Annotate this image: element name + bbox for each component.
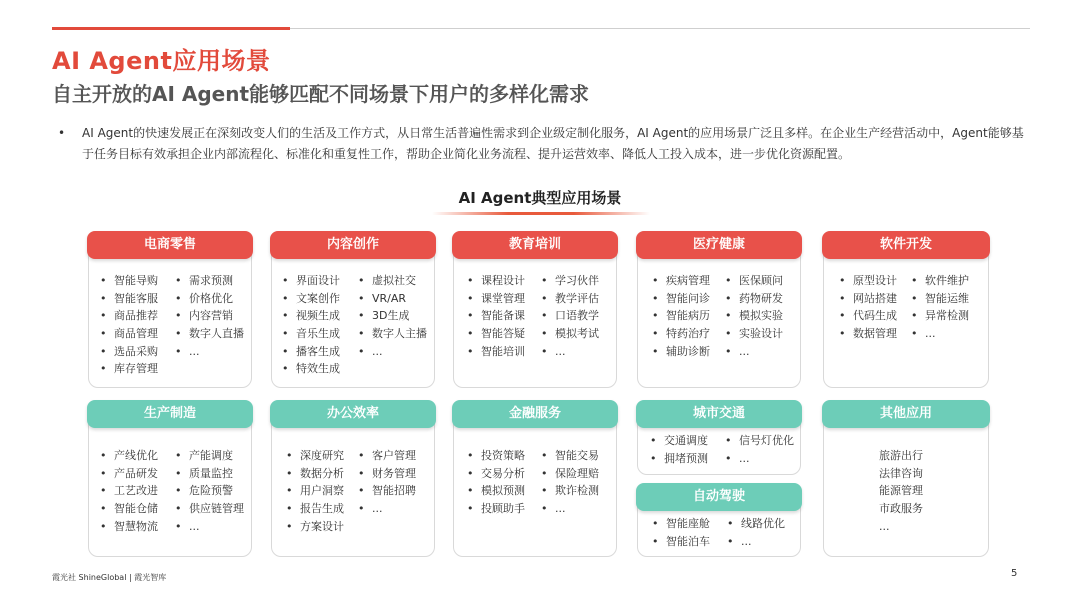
page-number: 5	[1011, 568, 1018, 579]
list-item: • 产品研发	[100, 465, 158, 483]
list-item: • 网站搭建	[839, 290, 897, 308]
title-accent-line	[52, 27, 290, 30]
section-title: AI Agent典型应用场景	[458, 189, 622, 207]
list-item: • 原型设计	[839, 272, 897, 290]
list-item: • ...	[175, 518, 244, 536]
card-education-col1	[467, 272, 525, 360]
intro-bullet: •	[58, 126, 66, 140]
card-autonomous-driving-col2	[727, 515, 785, 550]
list-item: 市政服务	[879, 502, 923, 516]
list-item: • 疾病管理	[652, 272, 710, 290]
list-item: • 模拟实验	[725, 307, 783, 325]
list-item: • 虚拟社交	[358, 272, 427, 290]
list-item: • 医保顾问	[725, 272, 783, 290]
list-item: ...	[879, 519, 890, 533]
list-item: • ...	[725, 343, 783, 361]
card-urban-transport-col2	[725, 432, 794, 467]
list-item: • 用户洞察	[286, 482, 344, 500]
card-software-dev-col1	[839, 272, 897, 343]
card-manufacturing-col2	[175, 447, 244, 535]
card-urban-transport-col1	[650, 432, 708, 467]
list-item: • 数据管理	[839, 325, 897, 343]
list-item: • 口语教学	[541, 307, 599, 325]
list-item: • 库存管理	[100, 360, 158, 378]
list-item: • 智能运维	[911, 290, 969, 308]
card-content-creation-col1	[282, 272, 340, 378]
list-item: • 界面设计	[282, 272, 340, 290]
list-item: • ...	[541, 500, 599, 518]
card-healthcare-col2	[725, 272, 783, 360]
list-item: • 交易分析	[467, 465, 525, 483]
list-item: • 保险理赔	[541, 465, 599, 483]
card-healthcare-header: 医疗健康	[636, 231, 802, 259]
list-item: • 智能问诊	[652, 290, 710, 308]
list-item: • 智能培训	[467, 343, 525, 361]
list-item: • 特效生成	[282, 360, 340, 378]
list-item: • ...	[727, 533, 785, 551]
card-ecommerce-col2	[175, 272, 244, 360]
list-item: • 工艺改进	[100, 482, 158, 500]
intro-text: AI Agent的快速发展正在深刻改变人们的生活及工作方式，从日常生活普遍性需求到企业级定制化服务，AI Agent的应用场景广泛且多样。在企业生产经营活动中，Agent能够基于任务目标有效承担企业内部流程化、标准化和重复性工作，帮助企业简化业务流程、提升运营效率、降低人工投入成本，进一步优化资源配置。	[82, 126, 1024, 161]
list-item: • 内容营销	[175, 307, 244, 325]
card-healthcare-col1	[652, 272, 710, 360]
card-manufacturing-col1	[100, 447, 158, 535]
list-item: • 客户管理	[358, 447, 416, 465]
list-item: • 智能座舱	[652, 515, 710, 533]
card-content-creation-header: 内容创作	[270, 231, 436, 259]
page-title: AI Agent应用场景	[52, 47, 271, 75]
card-financial-services-col2	[541, 447, 599, 518]
card-education-col2	[541, 272, 599, 360]
list-item: • ...	[175, 343, 244, 361]
list-item: • 深度研究	[286, 447, 344, 465]
list-item: • 商品推荐	[100, 307, 158, 325]
list-item: • 视频生成	[282, 307, 340, 325]
list-item: • 方案设计	[286, 518, 344, 536]
list-item: • 欺诈检测	[541, 482, 599, 500]
list-item: • 智能招聘	[358, 482, 416, 500]
list-item: • 价格优化	[175, 290, 244, 308]
card-autonomous-driving-col1	[652, 515, 710, 550]
list-item: • 音乐生成	[282, 325, 340, 343]
card-urban-transport-header: 城市交通	[636, 400, 802, 428]
card-software-dev-header: 软件开发	[822, 231, 990, 259]
card-manufacturing-header: 生产制造	[87, 400, 253, 428]
list-item: • 智慧物流	[100, 518, 158, 536]
section-title-underline	[432, 212, 650, 215]
card-office-efficiency-header: 办公效率	[270, 400, 436, 428]
list-item: • 模拟考试	[541, 325, 599, 343]
list-item: • 质量监控	[175, 465, 244, 483]
list-item: • 特药治疗	[652, 325, 710, 343]
list-item: • 代码生成	[839, 307, 897, 325]
list-item: • 产能调度	[175, 447, 244, 465]
card-ecommerce-col1	[100, 272, 158, 378]
list-item: 能源管理	[879, 484, 923, 498]
list-item: • ...	[358, 500, 416, 518]
list-item: • 辅助诊断	[652, 343, 710, 361]
list-item: • 智能泊车	[652, 533, 710, 551]
list-item: • 商品管理	[100, 325, 158, 343]
card-financial-services-col1	[467, 447, 525, 518]
page-subtitle: 自主开放的AI Agent能够匹配不同场景下用户的多样化需求	[52, 82, 590, 106]
list-item: • 交通调度	[650, 432, 708, 450]
list-item: • 软件维护	[911, 272, 969, 290]
list-item: • 智能客服	[100, 290, 158, 308]
list-item: • 报告生成	[286, 500, 344, 518]
list-item: • 选品采购	[100, 343, 158, 361]
list-item: • ...	[541, 343, 599, 361]
card-content-creation-col2	[358, 272, 427, 360]
list-item: • 智能导购	[100, 272, 158, 290]
card-financial-services-header: 金融服务	[452, 400, 618, 428]
list-item: • 数字人主播	[358, 325, 427, 343]
list-item: • 智能仓储	[100, 500, 158, 518]
card-software-dev-col2	[911, 272, 969, 343]
list-item: • 需求预测	[175, 272, 244, 290]
list-item: • 实验设计	[725, 325, 783, 343]
card-ecommerce-header: 电商零售	[87, 231, 253, 259]
list-item: • 财务管理	[358, 465, 416, 483]
list-item: • 异常检测	[911, 307, 969, 325]
footer-logo: 霞光社 ShineGlobal | 霞光智库	[52, 573, 167, 582]
list-item: • ...	[911, 325, 969, 343]
card-other-applications-col1	[879, 447, 923, 535]
title-divider-line	[290, 28, 1030, 29]
list-item: • 数字人直播	[175, 325, 244, 343]
list-item: 法律咨询	[879, 466, 923, 480]
list-item: • 学习伙伴	[541, 272, 599, 290]
card-office-efficiency-col1	[286, 447, 344, 535]
list-item: • 投顾助手	[467, 500, 525, 518]
list-item: • ...	[358, 343, 427, 361]
list-item: • 模拟预测	[467, 482, 525, 500]
list-item: • 文案创作	[282, 290, 340, 308]
card-autonomous-driving-header: 自动驾驶	[636, 483, 802, 511]
intro-paragraph	[58, 123, 1028, 165]
list-item: • VR/AR	[358, 290, 427, 308]
list-item: • 投资策略	[467, 447, 525, 465]
list-item: 旅游出行	[879, 449, 923, 462]
card-education-header: 教育培训	[452, 231, 618, 259]
list-item: • 智能答疑	[467, 325, 525, 343]
list-item: • 教学评估	[541, 290, 599, 308]
card-office-efficiency-col2	[358, 447, 416, 518]
list-item: • 课堂管理	[467, 290, 525, 308]
list-item: • 拥堵预测	[650, 450, 708, 468]
list-item: • 智能备课	[467, 307, 525, 325]
list-item: • 供应链管理	[175, 500, 244, 518]
list-item: • 药物研发	[725, 290, 783, 308]
list-item: • 数据分析	[286, 465, 344, 483]
list-item: • 课程设计	[467, 272, 525, 290]
list-item: • 信号灯优化	[725, 432, 794, 450]
list-item: • 3D生成	[358, 307, 427, 325]
list-item: • 线路优化	[727, 515, 785, 533]
list-item: • 播客生成	[282, 343, 340, 361]
card-other-applications-header: 其他应用	[822, 400, 990, 428]
list-item: • 危险预警	[175, 482, 244, 500]
list-item: • 智能交易	[541, 447, 599, 465]
list-item: • 智能病历	[652, 307, 710, 325]
list-item: • ...	[725, 450, 794, 468]
list-item: • 产线优化	[100, 447, 158, 465]
